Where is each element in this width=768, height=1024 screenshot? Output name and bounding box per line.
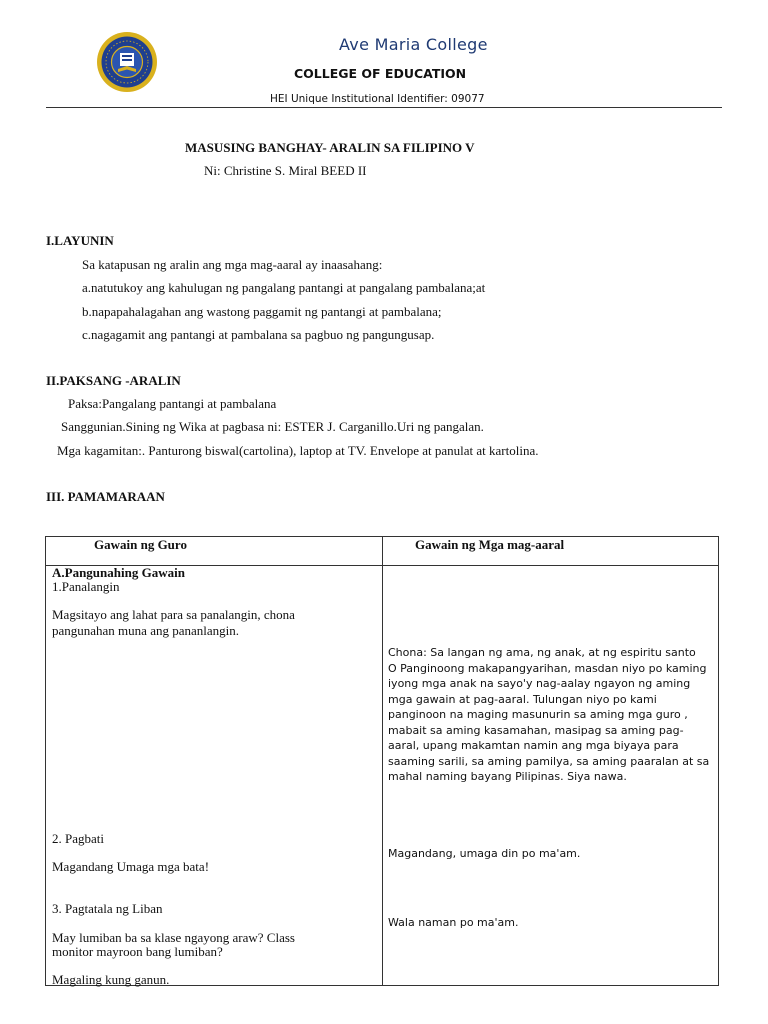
paksa-topic: Paksa:Pangalang pantangi at pambalana <box>68 396 277 411</box>
step-panalangin-teacher-line1: Magsitayo ang lahat para sa panalangin, chona <box>52 607 295 622</box>
header-divider <box>46 107 722 108</box>
step-pagtatala-teacher-line1: May lumiban ba sa klase ngayong araw? Class <box>52 930 295 945</box>
paksa-sanggunian: Sanggunian.Sining ng Wika at pagbasa ni: ESTER J. Carganillo.Uri ng pangalan. <box>61 419 484 434</box>
step-pagtatala-student: Wala naman po ma'am. <box>388 916 519 929</box>
student-prayer-body: O Panginoong makapangyarihan, masdan niyo po kaming iyong mga anak na sayo'y nag-aalay ngayon ng aming mga gawain at pag-aaral. Tulungan niyo po kami panginoon na maging masunurin sa aming mga guro , mabait sa aming kasamahan, masipag sa aming pag-aaral, upang makamtan namin ang mga biyaya para saaming sarili, sa aming pamilya, sa aming paaralan at sa mahal naming bayang Pilipinas. Siya nawa. <box>388 661 710 783</box>
step-pagtatala-teacher-followup: Magaling kung ganun. <box>52 972 170 987</box>
paksa-kagamitan: Mga kagamitan:. Panturong biswal(cartolina), laptop at TV. Envelope at panulat at kartolina. <box>57 443 539 458</box>
lesson-table <box>45 536 719 986</box>
column-header-magaaral: Gawain ng Mga mag-aaral <box>415 537 565 552</box>
college-seal-icon <box>96 31 158 93</box>
college-department: COLLEGE OF EDUCATION <box>294 66 467 81</box>
college-name: Ave Maria College <box>339 35 488 54</box>
layunin-item-b: b.napapahalagahan ang wastong paggamit ng pantangi at pambalana; <box>82 304 442 319</box>
student-prayer-opening: Chona: Sa langan ng ama, ng anak, at ng espiritu santo <box>388 646 696 659</box>
step-pagtatala-title: 3. Pagtatala ng Liban <box>52 901 163 916</box>
column-header-guro: Gawain ng Guro <box>94 537 187 552</box>
paksa-heading: II.PAKSANG -ARALIN <box>46 373 181 388</box>
section-pangunahing-gawain: A.Pangunahing Gawain <box>52 565 185 580</box>
step-pagtatala-teacher-line2: monitor mayroon bang lumiban? <box>52 944 223 959</box>
document-author: Ni: Christine S. Miral BEED II <box>204 163 367 178</box>
step-pagbati-title: 2. Pagbati <box>52 831 104 846</box>
layunin-heading: I.LAYUNIN <box>46 233 114 248</box>
layunin-item-a: a.natutukoy ang kahulugan ng pangalang pantangi at pangalang pambalana;at <box>82 280 486 295</box>
document-title: MASUSING BANGHAY- ARALIN SA FILIPINO V <box>185 140 475 155</box>
layunin-item-c: c.nagagamit ang pantangi at pambalana sa pagbuo ng pangungusap. <box>82 327 435 342</box>
step-pagbati-teacher: Magandang Umaga mga bata! <box>52 859 210 874</box>
step-panalangin-teacher-line2: pangunahan muna ang pananlangin. <box>52 623 239 638</box>
hei-identifier: HEI Unique Institutional Identifier: 09077 <box>270 93 485 105</box>
column-divider <box>382 537 383 985</box>
step-panalangin-student <box>388 645 712 785</box>
pamamaraan-heading: III. PAMAMARAAN <box>46 489 165 504</box>
step-pagbati-student: Magandang, umaga din po ma'am. <box>388 847 581 860</box>
step-panalangin-title: 1.Panalangin <box>52 579 120 594</box>
layunin-intro: Sa katapusan ng aralin ang mga mag-aaral ay inaasahang: <box>82 257 383 272</box>
